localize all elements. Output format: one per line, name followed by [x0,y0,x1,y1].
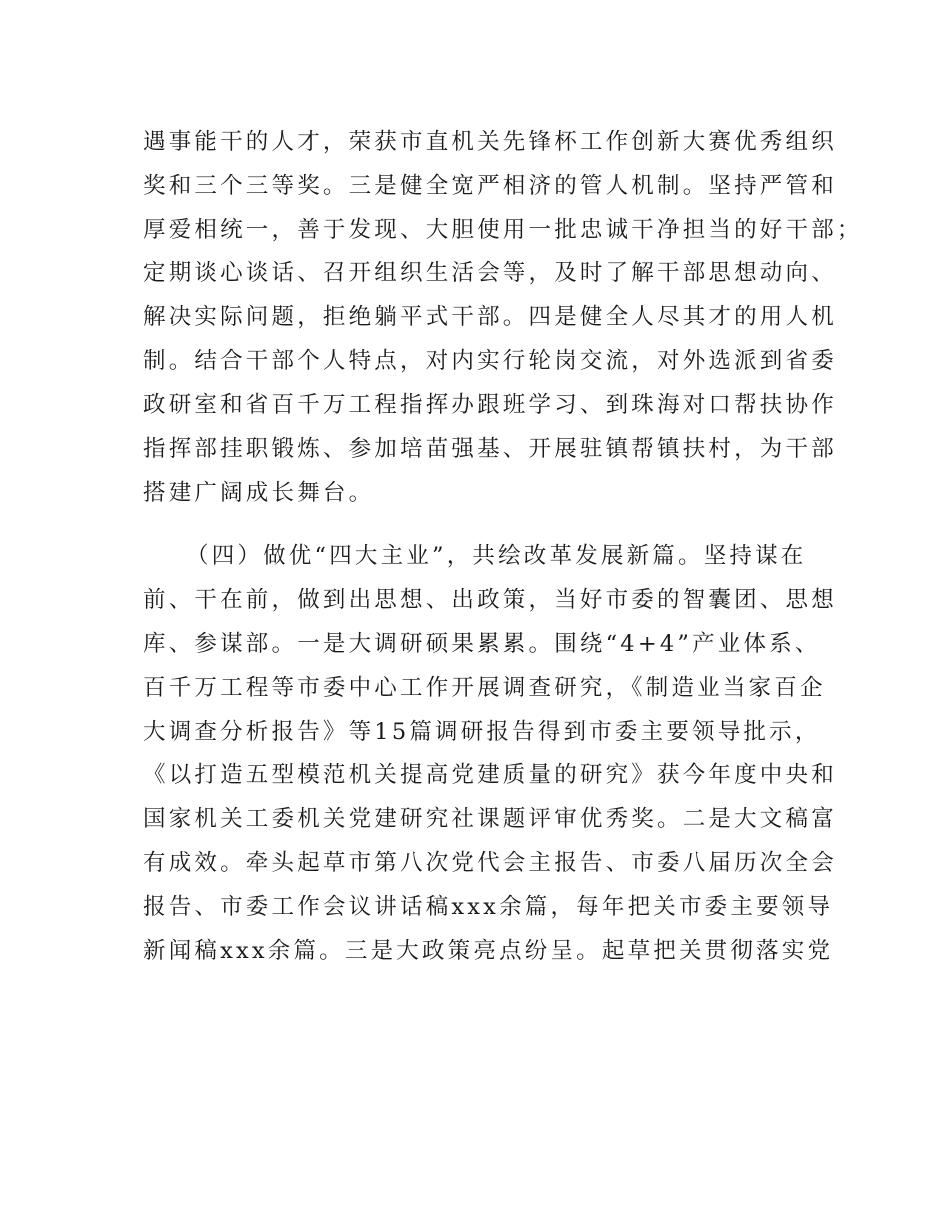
body-line-3: 厚爱相统一，善于发现、大胆使用一批忠诚干净担当的好干部； [143,217,863,243]
body-line-15: 《以打造五型模范机关提高党建质量的研究》获今年度中央和 [143,762,837,788]
body-line-18: 报告、市委工作会议讲话稿xxx余篇，每年把关市委主要领导 [143,894,834,920]
body-line-2: 奖和三个三等奖。三是健全宽严相济的管人机制。坚持严管和 [143,173,837,199]
body-line-19: 新闻稿xxx余篇。三是大政策亮点纷呈。起草把关贯彻落实党 [143,938,834,964]
body-line-8: 指挥部挂职锻炼、参加培苗强基、开展驻镇帮镇扶村，为干部 [143,436,837,462]
body-line-12: 库、参谋部。一是大调研硕果累累。围绕“4+4”产业体系、 [143,631,821,657]
body-line-4: 定期谈心谈话、召开组织生活会等，及时了解干部思想动向、 [143,260,837,286]
section-heading-line: （四）做优“四大主业”，共绘改革发展新篇。坚持谋在 [186,543,807,569]
body-line-13: 百千万工程等市委中心工作开展调查研究，《制造业当家百企 [143,675,826,701]
body-line-14: 大调查分析报告》等15篇调研报告得到市委主要领导批示， [143,719,821,745]
body-line-5: 解决实际问题，拒绝躺平式干部。四是健全人尽其才的用人机 [143,304,837,330]
body-line-6: 制。结合干部个人特点，对内实行轮岗交流，对外选派到省委 [143,348,837,374]
body-line-17: 有成效。牵头起草市第八次党代会主报告、市委八届历次全会 [143,850,837,876]
body-line-7: 政研室和省百千万工程指挥办跟班学习、到珠海对口帮扶协作 [143,392,837,418]
body-line-1: 遇事能干的人才，荣获市直机关先锋杯工作创新大赛优秀组织 [143,129,837,155]
body-line-9: 搭建广阔成长舞台。 [143,480,375,506]
body-line-11: 前、干在前，做到出思想、出政策，当好市委的智囊团、思想 [143,587,837,613]
body-line-16: 国家机关工委机关党建研究社课题评审优秀奖。二是大文稿富 [143,806,837,832]
